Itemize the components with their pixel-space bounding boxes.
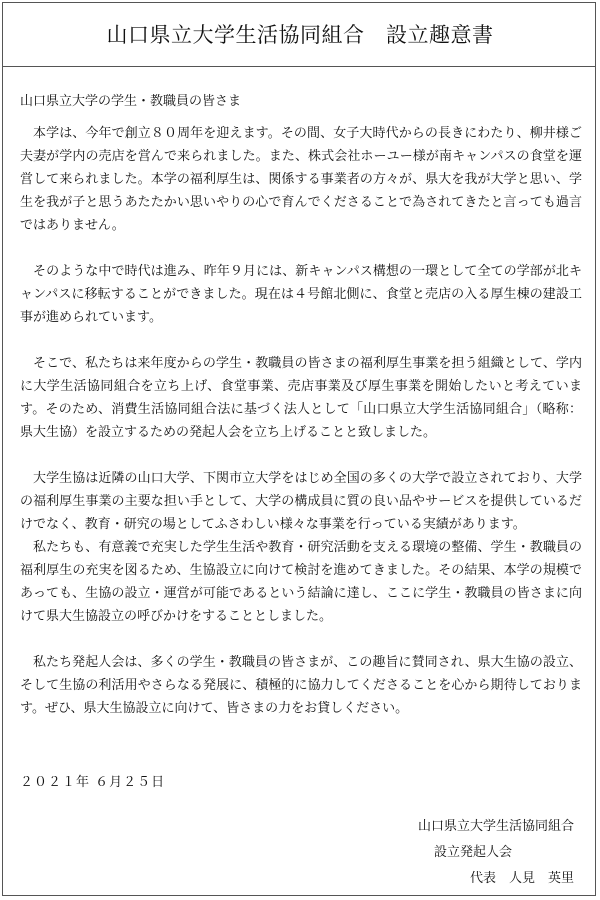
document-body	[20, 122, 582, 720]
signature-organization: 山口県立大学生活協同組合	[418, 819, 575, 834]
paragraph: 大学生協は近隣の山口大学、下関市立大学をはじめ全国の多くの大学で設立されており、大学の福利厚生事業の主要な担い手として、大学の構成員に質の良い品やサービスを提供しているだけでなく、教育・研究の場としてふさわしい様々な事業を行っている実績があります。	[20, 471, 582, 532]
paragraph-gap	[20, 444, 582, 467]
paragraph-gap	[20, 329, 582, 352]
document-page	[2, 2, 596, 896]
paragraph-gap	[20, 628, 582, 651]
signature-committee: 設立発起人会	[434, 845, 513, 860]
addressee: 山口県立大学の学生・教職員の皆さま	[20, 94, 242, 109]
signature-representative: 代表 人見 英里	[470, 871, 575, 886]
title-divider	[3, 66, 596, 67]
paragraph: 私たち発起人会は、多くの学生・教職員の皆さまが、この趣旨に賛同され、県大生協の設立、そして生協の利活用やさらなる発展に、積極的に協力してくださることを心から期待しております。ぜひ、県大生協設立に向けて、皆さまの力をお貸しください。	[20, 655, 582, 716]
paragraph-gap	[20, 237, 582, 260]
paragraph: 本学は、今年で創立８０周年を迎えます。その間、女子大時代からの長きにわたり、柳井様ご夫妻が学内の売店を営んで来られました。また、株式会社ホーユー様が南キャンパスの食堂を運営して来られました。本学の福利厚生は、関係する事業者の方々が、県大を我が大学と思い、学生を我が子と思うあたたかい思いやりの心で育んでくださることで為されてきたと言っても過言ではありません。	[20, 126, 582, 233]
document-date: ２０２１年 ６月２５日	[20, 775, 166, 790]
paragraph: 私たちも、有意義で充実した学生生活や教育・研究活動を支える環境の整備、学生・教職員の福利厚生の充実を図るため、生協設立に向けて検討を進めてきました。その結果、本学の規模であっても、生協の設立・運営が可能であるという結論に達し、ここに学生・教職員の皆さまに向けて県大生協設立の呼びかけをすることとしました。	[20, 540, 582, 624]
paragraph: そこで、私たちは来年度からの学生・教職員の皆さまの福利厚生事業を担う組織として、学内に大学生活協同組合を立ち上げ、食堂事業、売店事業及び厚生事業を開始したいと考えています。そのため、消費生活協同組合法に基づく法人として「山口県立大学生活協同組合」（略称：県大生協）を設立するための発起人会を立ち上げることと致しました。	[20, 356, 582, 440]
document-title: 山口県立大学生活協同組合 設立趣意書	[106, 23, 494, 47]
paragraph: そのような中で時代は進み、昨年９月には、新キャンパス構想の一環として全ての学部が北キャンパスに移転することができました。現在は４号館北側に、食堂と売店の入る厚生棟の建設工事が進められています。	[20, 264, 582, 325]
